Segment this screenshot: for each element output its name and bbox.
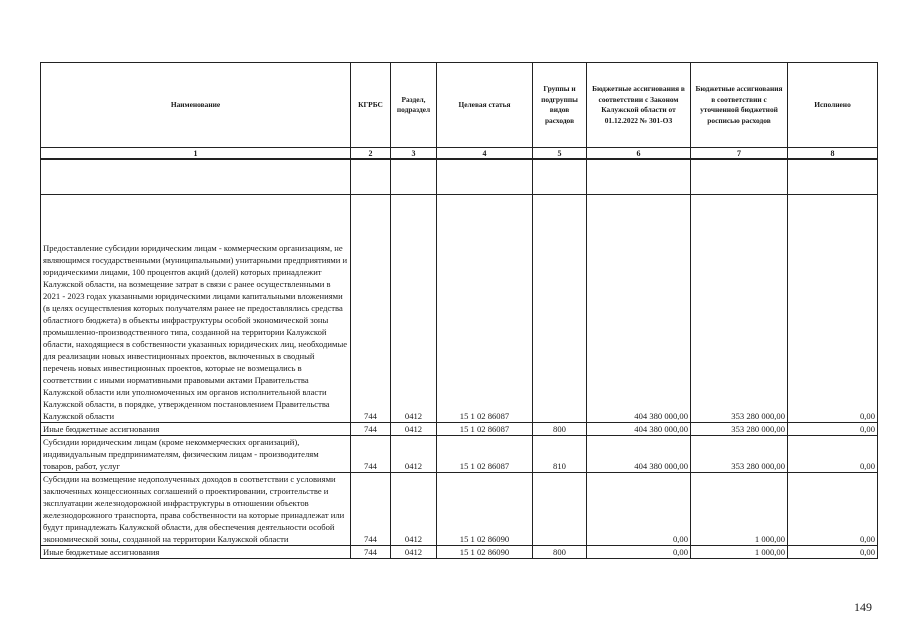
row-name: Субсидии юридическим лицам (кроме некоммерческих организаций), индивидуальным предпринимателям, физическим лицам - производителям товаров, работ, услуг: [41, 436, 351, 473]
header-kgrbs: КГРБС: [351, 63, 391, 148]
row-name: Иные бюджетные ассигнования: [41, 546, 351, 559]
header-row: [41, 63, 878, 148]
spacer-cell: [41, 159, 351, 195]
row-section: 0412: [391, 195, 437, 423]
column-number: 5: [533, 148, 587, 160]
row-law-amount: 404 380 000,00: [587, 423, 691, 436]
spacer-cell: [587, 159, 691, 195]
column-number: 7: [691, 148, 788, 160]
header-refined-allocations: Бюджетные ассигнования в соответствии с уточненной бюджетной росписью расходов: [691, 63, 788, 148]
row-executed-amount: 0,00: [788, 473, 878, 546]
column-number: 6: [587, 148, 691, 160]
row-executed-amount: 0,00: [788, 546, 878, 559]
row-kgrbs: 744: [351, 423, 391, 436]
row-group: [533, 473, 587, 546]
row-kgrbs: 744: [351, 195, 391, 423]
row-section: 0412: [391, 436, 437, 473]
column-number: 2: [351, 148, 391, 160]
header-name: Наименование: [41, 63, 351, 148]
row-target: 15 1 02 86087: [437, 195, 533, 423]
spacer-cell: [351, 159, 391, 195]
row-executed-amount: 0,00: [788, 436, 878, 473]
row-target: 15 1 02 86087: [437, 423, 533, 436]
spacer-cell: [533, 159, 587, 195]
header-law-allocations: Бюджетные ассигнования в соответствии с Законом Калужской области от 01.12.2022 № 301-ОЗ: [587, 63, 691, 148]
row-kgrbs: 744: [351, 436, 391, 473]
spacer-cell: [437, 159, 533, 195]
column-number: 1: [41, 148, 351, 160]
row-law-amount: 0,00: [587, 473, 691, 546]
table-row: [41, 436, 878, 473]
spacer-cell: [788, 159, 878, 195]
page-number: 149: [854, 600, 872, 614]
row-law-amount: 404 380 000,00: [587, 195, 691, 423]
row-section: 0412: [391, 423, 437, 436]
column-number: 4: [437, 148, 533, 160]
table-row: [41, 473, 878, 546]
row-refined-amount: 353 280 000,00: [691, 195, 788, 423]
row-name: Субсидии на возмещение недополученных доходов в соответствии с условиями заключенных концессионных соглашений о проектировании, строительстве и эксплуатации железнодорожной инфраструктуры в отношении объектов железнодорожного транспорта, права собственности на которые принадлежат или будут принадлежать Калужской области, для обеспечения деятельности особой экономической зоны, созданной на территории Калужской области: [41, 473, 351, 546]
row-name: Иные бюджетные ассигнования: [41, 423, 351, 436]
row-group: 800: [533, 423, 587, 436]
budget-table: [40, 62, 878, 559]
header-groups: Группы и подгруппы видов расходов: [533, 63, 587, 148]
spacer-cell: [691, 159, 788, 195]
row-refined-amount: 353 280 000,00: [691, 436, 788, 473]
row-section: 0412: [391, 473, 437, 546]
row-group: 800: [533, 546, 587, 559]
column-number-row: [41, 148, 878, 160]
header-target: Целевая статья: [437, 63, 533, 148]
row-kgrbs: 744: [351, 473, 391, 546]
row-kgrbs: 744: [351, 546, 391, 559]
spacer-cell: [391, 159, 437, 195]
row-group: [533, 195, 587, 423]
row-section: 0412: [391, 546, 437, 559]
row-target: 15 1 02 86087: [437, 436, 533, 473]
column-number: 8: [788, 148, 878, 160]
column-number: 3: [391, 148, 437, 160]
row-target: 15 1 02 86090: [437, 473, 533, 546]
table-row: [41, 423, 878, 436]
header-executed: Исполнено: [788, 63, 878, 148]
row-law-amount: 404 380 000,00: [587, 436, 691, 473]
row-refined-amount: 1 000,00: [691, 473, 788, 546]
row-target: 15 1 02 86090: [437, 546, 533, 559]
row-law-amount: 0,00: [587, 546, 691, 559]
header-section: Раздел, подраздел: [391, 63, 437, 148]
row-refined-amount: 1 000,00: [691, 546, 788, 559]
table-row: [41, 159, 878, 195]
table-row: [41, 195, 878, 423]
row-executed-amount: 0,00: [788, 195, 878, 423]
row-refined-amount: 353 280 000,00: [691, 423, 788, 436]
row-group: 810: [533, 436, 587, 473]
row-executed-amount: 0,00: [788, 423, 878, 436]
table-row: [41, 546, 878, 559]
row-name: Предоставление субсидии юридическим лицам - коммерческим организациям, не являющимся государственными (муниципальными) унитарными предприятиями и юридическими лицами, 100 процентов акций (долей) которых принадлежит Калужской области, на возмещение затрат в связи с ранее осуществленными в 2021 - 2023 годах указанными юридическими лицами капитальными вложениями (в целях осуществления которых получателям ранее не предоставлялись средства областного бюджета) в объекты инфраструктуры особой экономической зоны промышленно-производственного типа, созданной на территории Калужской области, находящиеся в собственности указанных юридических лиц, необходимые для реализации новых инвестиционных проектов, включенных в сводный перечень новых инвестиционных проектов, которые не возмещались в соответствии с иными нормативными правовыми актами Правительства Калужской области или уполномоченных им органов исполнительной власти Калужской области, в порядке, утвержденном постановлением Правительства Калужской области: [41, 195, 351, 423]
